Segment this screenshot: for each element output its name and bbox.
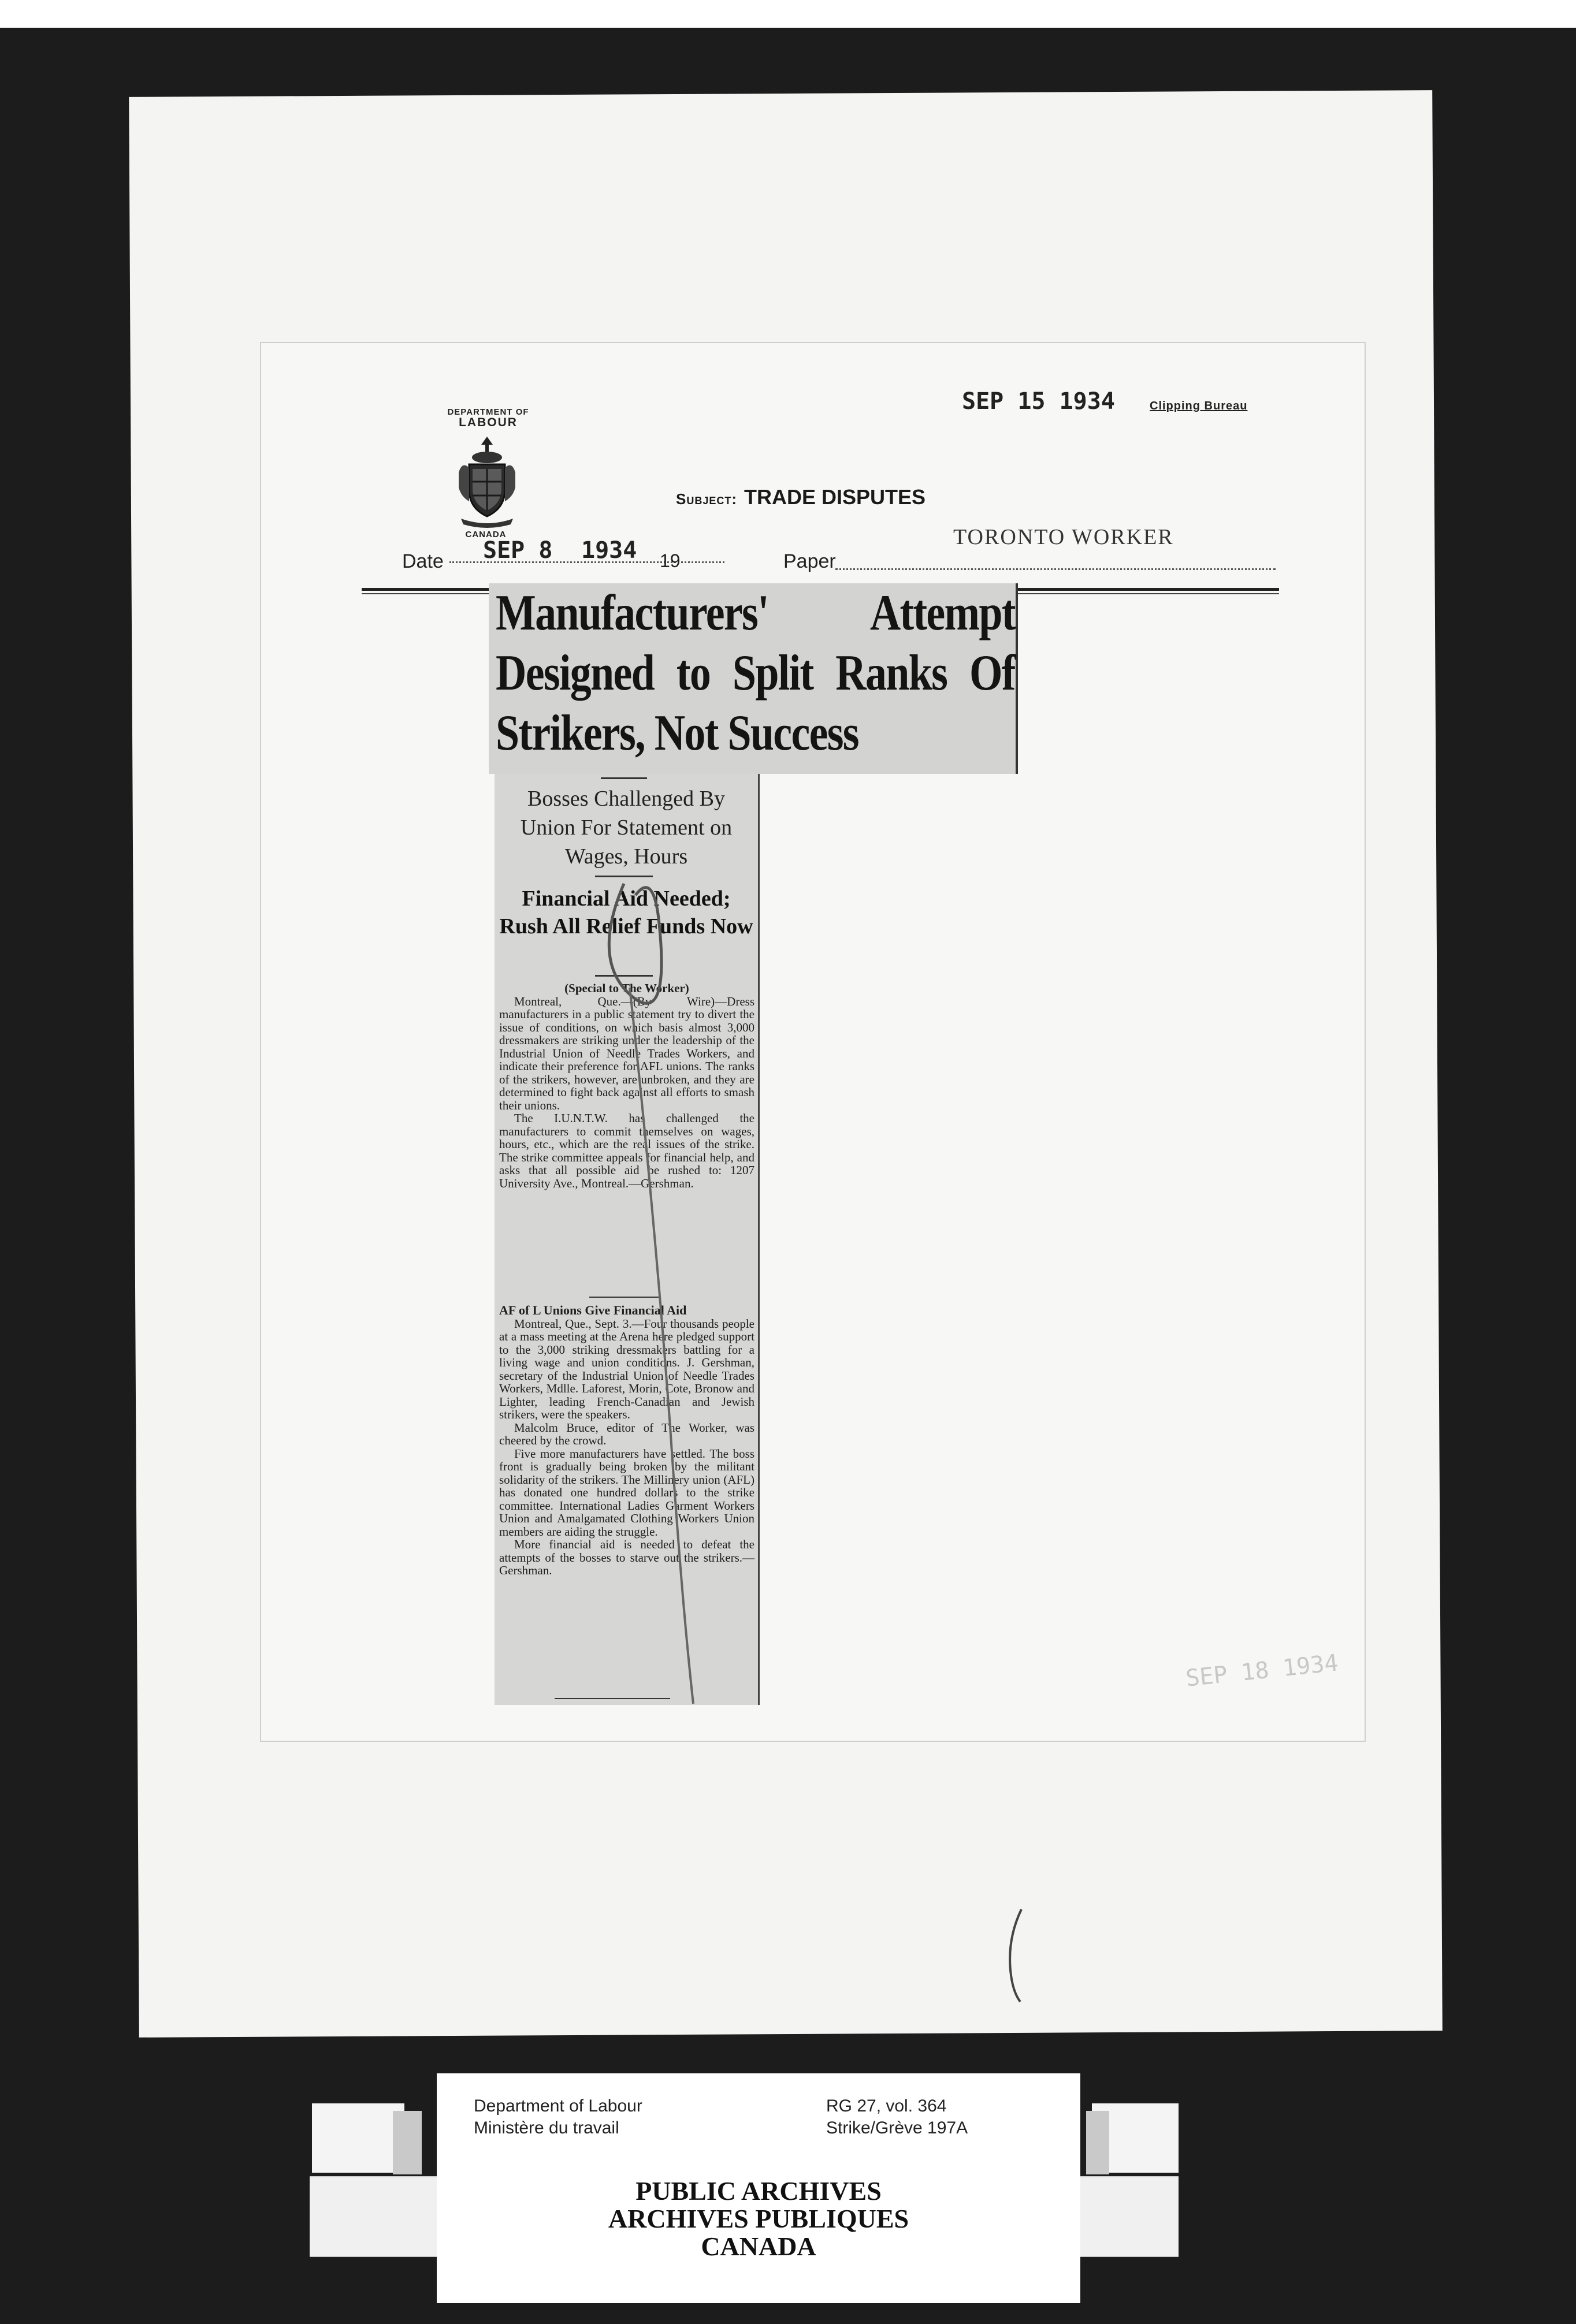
article-section-heading: AF of L Unions Give Financial Aid [499,1303,687,1317]
article-paragraph: More financial aid is needed to defeat the attempts of the bosses to starve out the strikers.—Gershman. [499,1537,754,1577]
department-heading [439,407,537,428]
article-subhead-2: Financial Aid Needed; Rush All Relief Funds Now [499,887,753,938]
handwritten-scribble [520,849,763,1727]
label-tab-right [1086,2111,1109,2174]
divider [601,777,647,779]
article-paragraph: Montreal, Que., Sept. 3.—Four thousands people at a mass meeting at the Arena here pledged support to the 3,000 striking dressmakers battling for a living wage and union conditions. J. Gershman, secretary of the Industrial Union of Needle Trades Workers, Mdlle. Laforest, Morin, Cote, Bronow and Lighter, leading French-Canadian and Jewish strikers, were the speakers. [499,1316,754,1421]
article-paragraph: Montreal, Que.—(By Wire)—Dress manufacturers in a public statement try to divert the issue of conditions, on which basis almost 3,000 dressmakers are striking under the leadership of the Industrial Union of Needle Trades Workers, and indicate their preference for AFL unions. The ranks of the strikers, however, are unbroken, and they are determined to fight back against all efforts to smash their unions. [499,994,754,1112]
archives-line-1: PUBLIC ARCHIVES [635,2176,882,2206]
archive-dept-en: Department of Labour [474,2096,642,2116]
date-year: 1934 [581,537,637,564]
archives-stamp [437,2177,1080,2260]
date-century: 19 [660,550,681,571]
subject-line [676,485,925,509]
crest-caption: CANADA [465,530,507,539]
subject-label: Subject: [676,490,738,508]
article-paragraph: The I.U.N.T.W. has challenged the manufacturers to commit themselves on wages, hours, etc., which are the real issues of the strike. The strike committee appeals for financial help, and asks that all possible aid be rushed to: 1207 University Ave., Montreal.—Gershman. [499,1111,754,1190]
archive-dept-block [474,2095,642,2139]
article-paragraph: Malcolm Bruce, editor of The Worker, was cheered by the crowd. [499,1420,754,1447]
label-card-left-flap [312,2103,404,2173]
archive-dept-fr: Ministère du travail [474,2118,619,2137]
paper-name: TORONTO WORKER [953,525,1174,549]
archive-ref-volume: RG 27, vol. 364 [826,2096,947,2116]
archive-ref-strike: Strike/Grève 197A [826,2118,968,2137]
subject-value: TRADE DISPUTES [744,485,926,509]
article-subhead-1: Bosses Challenged By Union For Statement on Wages, Hours [520,787,733,869]
department-line1: DEPARTMENT OF [447,407,529,417]
archives-line-2: ARCHIVES PUBLIQUES [608,2204,909,2233]
article-byline: (Special to The Worker) [564,981,689,995]
date-label: Date [402,550,444,572]
clipping-bureau-label: Clipping Bureau [1150,400,1248,412]
coat-of-arms-icon [455,432,519,530]
date-month-day: SEP 8 [483,537,553,564]
paper-dotted-line [835,568,1276,570]
article-headline: Manufacturers' Attempt Designed to Split Ranks Of Strikers, Not Success [496,585,1015,761]
archive-ref-block [826,2095,968,2139]
paper-label: Paper [783,550,836,572]
pencil-mark [1004,1906,1027,2004]
archives-line-3: CANADA [701,2232,816,2261]
received-date-stamp: SEP 15 1934 [962,388,1115,415]
department-line2: LABOUR [459,416,518,429]
article-paragraph: Five more manufacturers have settled. The boss front is gradually being broken by the militant solidarity of the strikers. The Millinery union (AFL) has donated one hundred dollars to the strike committee. International Ladies Garment Workers Union and Amalgamated Clothing Workers Union members are aiding the struggle. [499,1446,754,1539]
label-tab-left [393,2111,422,2174]
faint-date-stamp: SEP 18 1934 [1184,1649,1340,1692]
